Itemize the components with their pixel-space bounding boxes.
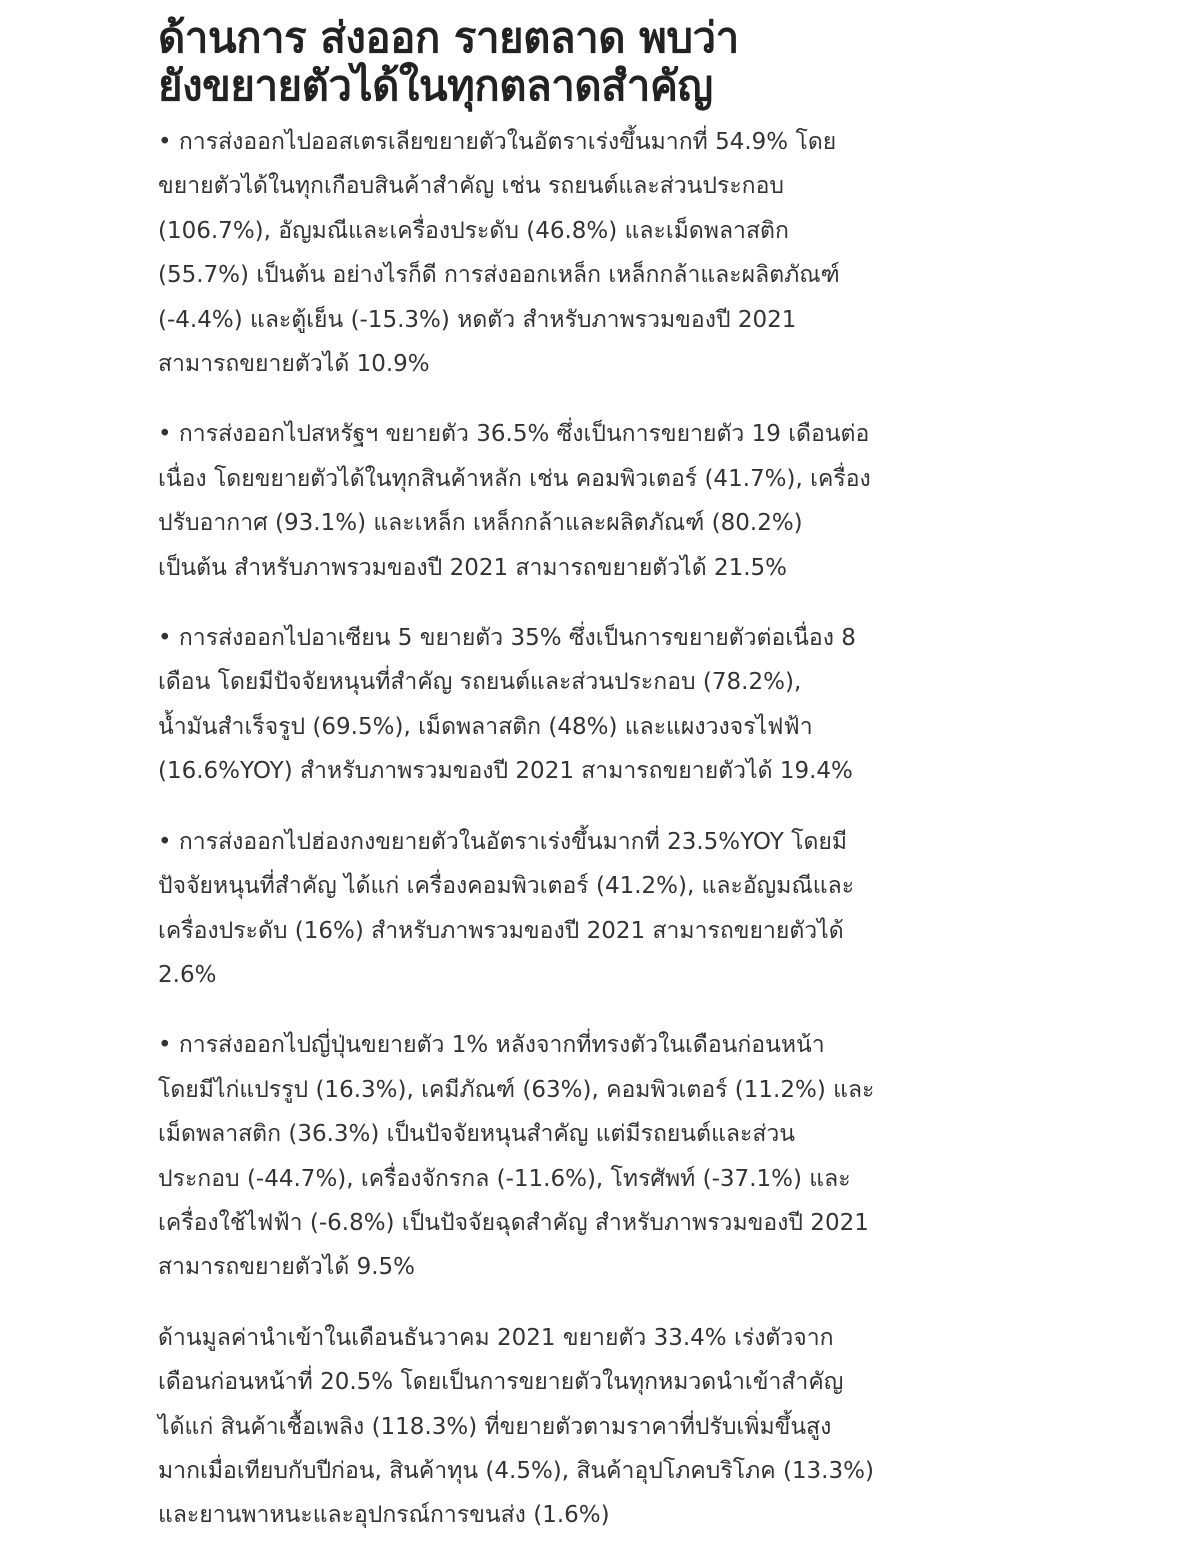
paragraph-line: โดยมีไก่แปรรูป (16.3%), เคมีภัณฑ์ (63%), คอมพิวเตอร์ (11.2%) และ <box>158 1076 875 1103</box>
paragraph-line: • การส่งออกไปฮ่องกงขยายตัวในอัตราเร่งขึ้นมากที่ 23.5%YOY โดยมี <box>158 828 848 855</box>
paragraph-line: สามารถขยายตัวได้ 9.5% <box>158 1254 415 1281</box>
paragraph-line: และยานพาหนะและอุปกรณ์การขนส่ง (1.6%) <box>158 1502 610 1529</box>
paragraph-us-exports <box>158 412 928 590</box>
paragraph-line: • การส่งออกไปออสเตรเลียขยายตัวในอัตราเร่งขึ้นมากที่ 54.9% โดย <box>158 129 837 155</box>
paragraph-line: • การส่งออกไปอาเซียน 5 ขยายตัว 35% ซึ่งเป็นการขยายตัวต่อเนื่อง 8 <box>158 625 856 652</box>
paragraph-line: เป็นต้น สำหรับภาพรวมของปี 2021 สามารถขยายตัวได้ 21.5% <box>158 554 788 581</box>
article-body <box>158 14 928 1564</box>
paragraph-line: (55.7%) เป็นต้น อย่างไรก็ดี การส่งออกเหล็ก เหล็กกล้าและผลิตภัณฑ์ <box>158 262 840 289</box>
paragraph-line: มากเมื่อเทียบกับปีก่อน, สินค้าทุน (4.5%), สินค้าอุปโภคบริโภค (13.3%) <box>158 1457 874 1484</box>
paragraph-line: ปรับอากาศ (93.1%) และเหล็ก เหล็กกล้าและผลิตภัณฑ์ (80.2%) <box>158 510 803 537</box>
paragraph-line: สามารถขยายตัวได้ 10.9% <box>158 351 430 378</box>
paragraph-imports <box>158 1316 928 1538</box>
paragraph-japan-exports <box>158 1023 928 1289</box>
paragraph-line: 2.6% <box>158 961 217 988</box>
paragraph-line: • การส่งออกไปญี่ปุ่นขยายตัว 1% หลังจากที่ทรงตัวในเดือนก่อนหน้า <box>158 1032 825 1059</box>
paragraph-hongkong-exports <box>158 820 928 998</box>
paragraph-line: ปัจจัยหนุนที่สำคัญ ได้แก่ เครื่องคอมพิวเตอร์ (41.2%), และอัญมณีและ <box>158 873 855 900</box>
paragraph-asean-exports <box>158 616 928 794</box>
paragraph-line: เครื่องประดับ (16%) สำหรับภาพรวมของปี 2021 สามารถขยายตัวได้ <box>158 917 844 944</box>
paragraph-line: ประกอบ (-44.7%), เครื่องจักรกล (-11.6%), โทรศัพท์ (-37.1%) และ <box>158 1165 851 1192</box>
section-heading <box>158 14 928 110</box>
paragraph-line: (-4.4%) และตู้เย็น (-15.3%) หดตัว สำหรับภาพรวมของปี 2021 <box>158 306 797 333</box>
paragraph-line: (106.7%), อัญมณีและเครื่องประดับ (46.8%) และเม็ดพลาสติก <box>158 217 789 244</box>
paragraph-line: เดือนก่อนหน้าที่ 20.5% โดยเป็นการขยายตัวในทุกหมวดนำเข้าสำคัญ <box>158 1369 844 1396</box>
paragraph-line: เครื่องใช้ไฟฟ้า (-6.8%) เป็นปัจจัยฉุดสำคัญ สำหรับภาพรวมของปี 2021 <box>158 1209 869 1236</box>
paragraph-line: น้ำมันสำเร็จรูป (69.5%), เม็ดพลาสติก (48%) และแผงวงจรไฟฟ้า <box>158 713 813 740</box>
paragraph-line: • การส่งออกไปสหรัฐฯ ขยายตัว 36.5% ซึ่งเป็นการขยายตัว 19 เดือนต่อ <box>158 421 870 448</box>
paragraph-australia-exports <box>158 120 928 386</box>
paragraph-line: (16.6%YOY) สำหรับภาพรวมของปี 2021 สามารถขยายตัวได้ 19.4% <box>158 758 853 785</box>
paragraph-line: ด้านมูลค่านำเข้าในเดือนธันวาคม 2021 ขยายตัว 33.4% เร่งตัวจาก <box>158 1324 834 1351</box>
heading-line: ยังขยายตัวได้ในทุกตลาดสำคัญ <box>158 61 713 110</box>
paragraph-line: เม็ดพลาสติก (36.3%) เป็นปัจจัยหนุนสำคัญ แต่มีรถยนต์และส่วน <box>158 1121 796 1148</box>
heading-line: ด้านการ ส่งออก รายตลาด พบว่า <box>158 13 739 62</box>
paragraph-line: ได้แก่ สินค้าเชื้อเพลิง (118.3%) ที่ขยายตัวตามราคาที่ปรับเพิ่มขึ้นสูง <box>158 1413 832 1440</box>
paragraph-line: ขยายตัวได้ในทุกเกือบสินค้าสำคัญ เช่น รถยนต์และส่วนประกอบ <box>158 173 785 200</box>
paragraph-line: เดือน โดยมีปัจจัยหนุนที่สำคัญ รถยนต์และส่วนประกอบ (78.2%), <box>158 669 802 696</box>
paragraph-line: เนื่อง โดยขยายตัวได้ในทุกสินค้าหลัก เช่น คอมพิวเตอร์ (41.7%), เครื่อง <box>158 465 871 492</box>
